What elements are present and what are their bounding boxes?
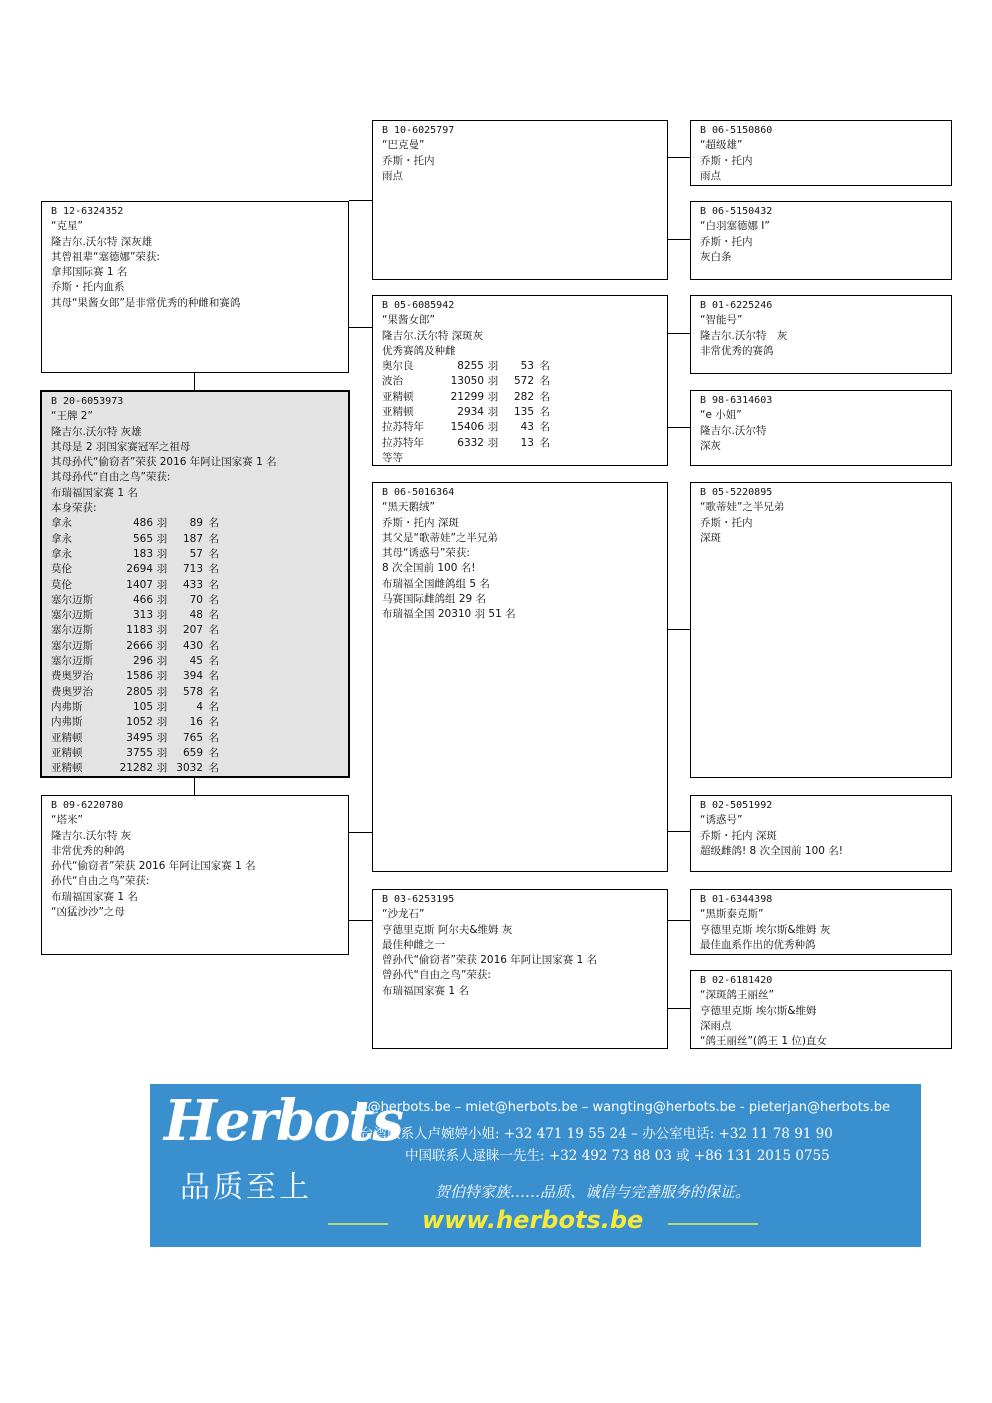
race-result-row bbox=[51, 578, 339, 593]
unit-birds: 羽 bbox=[156, 609, 168, 622]
info-line: 乔斯・托内 深斑 bbox=[382, 516, 459, 529]
unit-birds: 羽 bbox=[156, 655, 168, 668]
info-line: 非常优秀的种鸽 bbox=[51, 844, 125, 857]
pigeon-name: “白羽塞德娜 I” bbox=[700, 220, 770, 233]
race-result-row bbox=[382, 374, 658, 389]
race-location: 费奥罗治 bbox=[51, 670, 93, 683]
pigeon-name: “沙龙石” bbox=[382, 908, 425, 921]
bird-count: 1407 bbox=[126, 578, 153, 591]
unit-rank: 名 bbox=[208, 716, 219, 729]
race-rank: 43 bbox=[520, 421, 534, 434]
unit-birds: 羽 bbox=[156, 716, 168, 729]
info-line: 隆吉尔.沃尔特 灰 bbox=[51, 829, 132, 842]
race-result-row bbox=[51, 746, 339, 761]
race-location: 塞尔迈斯 bbox=[51, 624, 93, 637]
pedigree-box-subject bbox=[40, 390, 350, 778]
pigeon-name: “诱惑号” bbox=[700, 814, 743, 827]
bird-count: 1052 bbox=[126, 716, 153, 729]
info-line: 孙代“偷窃者”荣获 2016 年阿让国家赛 1 名 bbox=[51, 860, 256, 873]
unit-rank: 名 bbox=[539, 360, 550, 373]
ring-number: B 03-6253195 bbox=[382, 894, 455, 905]
unit-rank: 名 bbox=[208, 593, 219, 606]
pigeon-name: “深斑鸽王丽丝” bbox=[700, 989, 774, 1002]
pigeon-name: “克星” bbox=[51, 220, 83, 233]
race-location: 奥尔良 bbox=[382, 360, 414, 373]
info-line: 8 次全国前 100 名! bbox=[382, 562, 476, 575]
race-rank: 13 bbox=[520, 436, 534, 449]
race-rank: 16 bbox=[189, 716, 203, 729]
race-result-row bbox=[51, 547, 339, 562]
unit-rank: 名 bbox=[208, 547, 219, 560]
bird-count: 183 bbox=[132, 547, 153, 560]
info-line: 乔斯・托内 bbox=[700, 154, 753, 167]
bird-count: 6332 bbox=[457, 436, 484, 449]
china-contact: 中国联系人逯睐一先生: +32 492 73 88 03 或 +86 131 2015 0755 bbox=[405, 1148, 830, 1164]
race-location: 拿永 bbox=[51, 517, 72, 530]
info-line: 优秀赛鸽及种雌 bbox=[382, 344, 456, 357]
info-line: 其父是“歌蒂娃”之半兄弟 bbox=[382, 531, 498, 544]
info-line: 布瑞福国家赛 1 名 bbox=[382, 984, 469, 997]
bird-count: 313 bbox=[132, 609, 153, 622]
pedigree-box-g5 bbox=[690, 295, 952, 374]
race-result-row bbox=[382, 405, 658, 420]
race-result-row bbox=[51, 731, 339, 746]
race-location: 拉苏特年 bbox=[382, 421, 424, 434]
pedigree-box-g11 bbox=[690, 889, 952, 955]
race-result-row bbox=[51, 669, 339, 684]
race-location: 费奥罗治 bbox=[51, 685, 93, 698]
bird-count: 2934 bbox=[457, 406, 484, 419]
bird-count: 21299 bbox=[450, 390, 484, 403]
race-location: 塞尔迈斯 bbox=[51, 655, 93, 668]
race-rank: 765 bbox=[182, 731, 203, 744]
unit-birds: 羽 bbox=[156, 685, 168, 698]
ring-number: B 12-6324352 bbox=[51, 206, 124, 217]
contact-emails: jo@herbots.be – miet@herbots.be – wangting@herbots.be - pieterjan@herbots.be bbox=[356, 1100, 890, 1115]
unit-rank: 名 bbox=[208, 731, 219, 744]
ring-number: B 06-5016364 bbox=[382, 487, 455, 498]
connector bbox=[668, 920, 690, 921]
pedigree-box-g6 bbox=[690, 390, 952, 466]
pedigree-box-g3 bbox=[690, 201, 952, 280]
bird-count: 3495 bbox=[126, 731, 153, 744]
bird-count: 2666 bbox=[126, 639, 153, 652]
unit-rank: 名 bbox=[208, 655, 219, 668]
pedigree-box-g1 bbox=[372, 120, 668, 280]
info-line: 曾孙代“自由之鸟”荣获: bbox=[382, 969, 491, 982]
connector bbox=[668, 239, 690, 240]
race-rank: 572 bbox=[513, 375, 534, 388]
info-line: 等等 bbox=[382, 451, 403, 464]
race-result-row bbox=[51, 715, 339, 730]
pigeon-name: “王牌 2” bbox=[51, 410, 93, 423]
race-rank: 207 bbox=[182, 624, 203, 637]
ring-number: B 98-6314603 bbox=[700, 395, 773, 406]
unit-birds: 羽 bbox=[156, 624, 168, 637]
unit-birds: 羽 bbox=[156, 762, 168, 775]
race-result-row bbox=[51, 654, 339, 669]
connector bbox=[349, 832, 372, 833]
unit-birds: 羽 bbox=[487, 406, 499, 419]
race-location: 莫伦 bbox=[51, 578, 72, 591]
info-line: 深雨点 bbox=[700, 1019, 732, 1032]
info-line: 深斑 bbox=[700, 531, 721, 544]
connector bbox=[349, 200, 372, 201]
race-location: 亚精顿 bbox=[51, 731, 83, 744]
pedigree-box-g12 bbox=[690, 970, 952, 1049]
unit-rank: 名 bbox=[208, 517, 219, 530]
taiwan-contact: 台湾联系人卢婉婷小姐: +32 471 19 55 24 – 办公室电话: +32 11 78 91 90 bbox=[360, 1126, 833, 1142]
unit-birds: 羽 bbox=[156, 547, 168, 560]
info-line: “凶猛沙沙”之母 bbox=[51, 906, 125, 919]
unit-birds: 羽 bbox=[156, 563, 168, 576]
unit-birds: 羽 bbox=[156, 532, 168, 545]
bird-count: 1183 bbox=[126, 624, 153, 637]
info-line: 乔斯・托内 bbox=[700, 235, 753, 248]
unit-birds: 羽 bbox=[156, 670, 168, 683]
info-line: 乔斯・托内 bbox=[382, 154, 435, 167]
race-location: 亚精顿 bbox=[51, 762, 83, 775]
ring-number: B 05-6085942 bbox=[382, 300, 455, 311]
ring-number: B 05-5220895 bbox=[700, 487, 773, 498]
info-line: 孙代“自由之鸟”荣获: bbox=[51, 875, 150, 888]
pigeon-name: “e 小姐” bbox=[700, 409, 742, 422]
bird-count: 15406 bbox=[450, 421, 484, 434]
info-line: 最佳种雌之一 bbox=[382, 938, 445, 951]
info-line: 乔斯・托内 bbox=[700, 516, 753, 529]
info-line: 其曾祖辈“塞德娜”荣获: bbox=[51, 250, 160, 263]
race-location: 塞尔迈斯 bbox=[51, 639, 93, 652]
bird-count: 13050 bbox=[450, 375, 484, 388]
decor-line-left bbox=[328, 1223, 388, 1225]
unit-rank: 名 bbox=[208, 532, 219, 545]
race-location: 塞尔迈斯 bbox=[51, 593, 93, 606]
race-rank: 4 bbox=[196, 700, 203, 713]
connector bbox=[668, 157, 690, 158]
info-line: 最佳血系作出的优秀种鸽 bbox=[700, 938, 816, 951]
family-motto: 贺伯特家族……品质、诚信与完善服务的保证。 bbox=[435, 1183, 751, 1201]
pigeon-name: “黑天鹅绒” bbox=[382, 501, 435, 514]
info-line: 隆吉尔.沃尔特 深灰雄 bbox=[51, 235, 153, 248]
info-line: 曾孙代“偷窃者”荣获 2016 年阿让国家赛 1 名 bbox=[382, 954, 598, 967]
unit-birds: 羽 bbox=[487, 390, 499, 403]
info-line: 亨德里克斯 埃尔斯&维姆 灰 bbox=[700, 923, 831, 936]
race-location: 内弗斯 bbox=[51, 716, 83, 729]
ring-number: B 06-5150432 bbox=[700, 206, 773, 217]
race-result-row bbox=[51, 700, 339, 715]
herbots-banner bbox=[150, 1084, 921, 1247]
ring-number: B 06-5150860 bbox=[700, 125, 773, 136]
pigeon-name: “智能号” bbox=[700, 314, 743, 327]
info-line: 非常优秀的赛鸽 bbox=[700, 344, 774, 357]
ring-number: B 10-6025797 bbox=[382, 125, 455, 136]
bird-count: 466 bbox=[132, 593, 153, 606]
info-line: 马赛国际雌鸽组 29 名 bbox=[382, 593, 487, 606]
ring-number: B 20-6053973 bbox=[51, 396, 124, 407]
connector bbox=[194, 373, 195, 390]
ring-number: B 02-5051992 bbox=[700, 800, 773, 811]
unit-rank: 名 bbox=[539, 406, 550, 419]
unit-birds: 羽 bbox=[156, 593, 168, 606]
unit-birds: 羽 bbox=[156, 700, 168, 713]
unit-rank: 名 bbox=[539, 390, 550, 403]
pigeon-name: “黑斯泰克斯” bbox=[700, 908, 764, 921]
race-rank: 135 bbox=[513, 406, 534, 419]
unit-birds: 羽 bbox=[156, 746, 168, 759]
info-line: 拿邦国际赛 1 名 bbox=[51, 266, 128, 279]
race-result-row bbox=[382, 420, 658, 435]
info-line: “鸽王丽丝”(鸽王 1 位)直女 bbox=[700, 1035, 827, 1048]
unit-rank: 名 bbox=[208, 746, 219, 759]
pigeon-name: “歌蒂娃”之半兄弟 bbox=[700, 501, 785, 514]
race-rank: 282 bbox=[513, 390, 534, 403]
connector bbox=[194, 778, 195, 796]
unit-rank: 名 bbox=[208, 762, 219, 775]
connector bbox=[668, 831, 690, 832]
unit-birds: 羽 bbox=[156, 517, 168, 530]
info-line: 灰白条 bbox=[700, 250, 732, 263]
unit-birds: 羽 bbox=[156, 578, 168, 591]
race-location: 拿永 bbox=[51, 547, 72, 560]
pigeon-name: “果酱女郎” bbox=[382, 314, 435, 327]
pigeon-name: “超级雄” bbox=[700, 139, 743, 152]
unit-birds: 羽 bbox=[487, 421, 499, 434]
race-location: 拉苏特年 bbox=[382, 436, 424, 449]
race-rank: 187 bbox=[182, 532, 203, 545]
race-result-row bbox=[51, 516, 339, 531]
connector bbox=[349, 920, 372, 921]
connector bbox=[668, 629, 690, 630]
info-line: 其母孙代“自由之鸟”荣获: bbox=[51, 471, 171, 484]
pedigree-box-g4 bbox=[372, 295, 668, 466]
race-result-row bbox=[51, 562, 339, 577]
bird-count: 565 bbox=[132, 532, 153, 545]
unit-rank: 名 bbox=[208, 685, 219, 698]
herbots-logo: Herbots bbox=[164, 1088, 402, 1154]
info-line: 其母“诱惑号”荣获: bbox=[382, 547, 470, 560]
bird-count: 486 bbox=[132, 517, 153, 530]
pigeon-name: “塔米” bbox=[51, 814, 83, 827]
pedigree-box-g8 bbox=[690, 482, 952, 778]
race-result-row bbox=[51, 532, 339, 547]
pigeon-name: “巴克曼” bbox=[382, 139, 425, 152]
race-rank: 45 bbox=[189, 655, 203, 668]
info-line: 雨点 bbox=[382, 169, 403, 182]
bird-count: 1586 bbox=[126, 670, 153, 683]
info-line: 其母是 2 羽国家赛冠军之祖母 bbox=[51, 440, 191, 453]
unit-rank: 名 bbox=[539, 421, 550, 434]
bird-count: 2805 bbox=[126, 685, 153, 698]
unit-birds: 羽 bbox=[156, 639, 168, 652]
unit-rank: 名 bbox=[208, 700, 219, 713]
bird-count: 105 bbox=[132, 700, 153, 713]
race-rank: 3032 bbox=[176, 762, 203, 775]
ring-number: B 09-6220780 bbox=[51, 800, 124, 811]
info-line: 隆吉尔.沃尔特 灰雄 bbox=[51, 425, 142, 438]
unit-rank: 名 bbox=[208, 563, 219, 576]
race-rank: 48 bbox=[189, 609, 203, 622]
unit-birds: 羽 bbox=[487, 375, 499, 388]
info-line: 深灰 bbox=[700, 439, 721, 452]
info-line: 隆吉尔.沃尔特 深斑灰 bbox=[382, 329, 484, 342]
info-line: 亨德里克斯 埃尔斯&维姆 bbox=[700, 1004, 817, 1017]
bird-count: 3755 bbox=[126, 746, 153, 759]
connector bbox=[668, 427, 690, 428]
connector bbox=[668, 333, 690, 334]
unit-rank: 名 bbox=[539, 375, 550, 388]
info-line: 雨点 bbox=[700, 169, 721, 182]
race-location: 亚精顿 bbox=[382, 390, 414, 403]
race-location: 内弗斯 bbox=[51, 700, 83, 713]
race-result-row bbox=[382, 359, 658, 374]
race-location: 莫伦 bbox=[51, 563, 72, 576]
info-line: 布瑞福全国雌鸽组 5 名 bbox=[382, 577, 490, 590]
info-line: 乔斯・托内血系 bbox=[51, 281, 125, 294]
race-result-row bbox=[51, 608, 339, 623]
race-rank: 89 bbox=[189, 517, 203, 530]
unit-rank: 名 bbox=[208, 609, 219, 622]
ring-number: B 01-6225246 bbox=[700, 300, 773, 311]
pedigree-box-g7 bbox=[372, 482, 668, 872]
race-rank: 578 bbox=[182, 685, 203, 698]
info-line: 布瑞福全国 20310 羽 51 名 bbox=[382, 608, 516, 621]
bird-count: 8255 bbox=[457, 360, 484, 373]
bird-count: 2694 bbox=[126, 563, 153, 576]
race-rank: 713 bbox=[182, 563, 203, 576]
unit-birds: 羽 bbox=[487, 360, 499, 373]
info-line: 其母“果酱女郎”是非常优秀的种雌和赛鸽 bbox=[51, 296, 241, 309]
race-rank: 659 bbox=[182, 746, 203, 759]
info-line: 超级雌鸽! 8 次全国前 100 名! bbox=[700, 844, 843, 857]
unit-rank: 名 bbox=[208, 578, 219, 591]
race-location: 亚精顿 bbox=[382, 406, 414, 419]
info-line: 布瑞福国家赛 1 名 bbox=[51, 890, 138, 903]
race-location: 波治 bbox=[382, 375, 403, 388]
slogan: 品质至上 bbox=[180, 1170, 312, 1205]
race-location: 亚精顿 bbox=[51, 746, 83, 759]
pedigree-box-g9 bbox=[690, 795, 952, 872]
race-rank: 433 bbox=[182, 578, 203, 591]
bird-count: 296 bbox=[132, 655, 153, 668]
race-result-row bbox=[51, 685, 339, 700]
race-result-row bbox=[51, 761, 339, 776]
unit-rank: 名 bbox=[208, 639, 219, 652]
info-line: 其母孙代“偷窃者”荣获 2016 年阿让国家赛 1 名 bbox=[51, 456, 277, 469]
unit-birds: 羽 bbox=[487, 436, 499, 449]
unit-rank: 名 bbox=[539, 436, 550, 449]
pedigree-box-sire bbox=[41, 201, 349, 373]
connector bbox=[349, 327, 372, 328]
info-line: 乔斯・托内 深斑 bbox=[700, 829, 777, 842]
connector bbox=[668, 1008, 690, 1009]
bird-count: 21282 bbox=[119, 762, 153, 775]
race-rank: 53 bbox=[520, 360, 534, 373]
info-line: 亨德里克斯 阿尔夫&维姆 灰 bbox=[382, 923, 513, 936]
race-location: 塞尔迈斯 bbox=[51, 609, 93, 622]
website-link[interactable]: www.herbots.be bbox=[422, 1206, 644, 1234]
ring-number: B 01-6344398 bbox=[700, 894, 773, 905]
pedigree-box-g10 bbox=[372, 889, 668, 1049]
race-rank: 57 bbox=[189, 547, 203, 560]
race-rank: 394 bbox=[182, 670, 203, 683]
race-result-row bbox=[382, 436, 658, 451]
info-line: 隆吉尔.沃尔特 bbox=[700, 424, 767, 437]
race-result-row bbox=[382, 390, 658, 405]
info-line: 布瑞福国家赛 1 名 bbox=[51, 486, 138, 499]
info-line: 隆吉尔.沃尔特 灰 bbox=[700, 329, 788, 342]
race-result-row bbox=[51, 623, 339, 638]
unit-rank: 名 bbox=[208, 670, 219, 683]
race-rank: 70 bbox=[189, 593, 203, 606]
pedigree-box-g2 bbox=[690, 120, 952, 186]
race-result-row bbox=[51, 593, 339, 608]
unit-rank: 名 bbox=[208, 624, 219, 637]
race-location: 拿永 bbox=[51, 532, 72, 545]
info-line: 本身荣获: bbox=[51, 502, 97, 515]
ring-number: B 02-6181420 bbox=[700, 975, 773, 986]
pedigree-box-dam bbox=[41, 795, 349, 955]
race-result-row bbox=[51, 639, 339, 654]
decor-line-right bbox=[668, 1223, 758, 1225]
unit-birds: 羽 bbox=[156, 731, 168, 744]
race-rank: 430 bbox=[182, 639, 203, 652]
